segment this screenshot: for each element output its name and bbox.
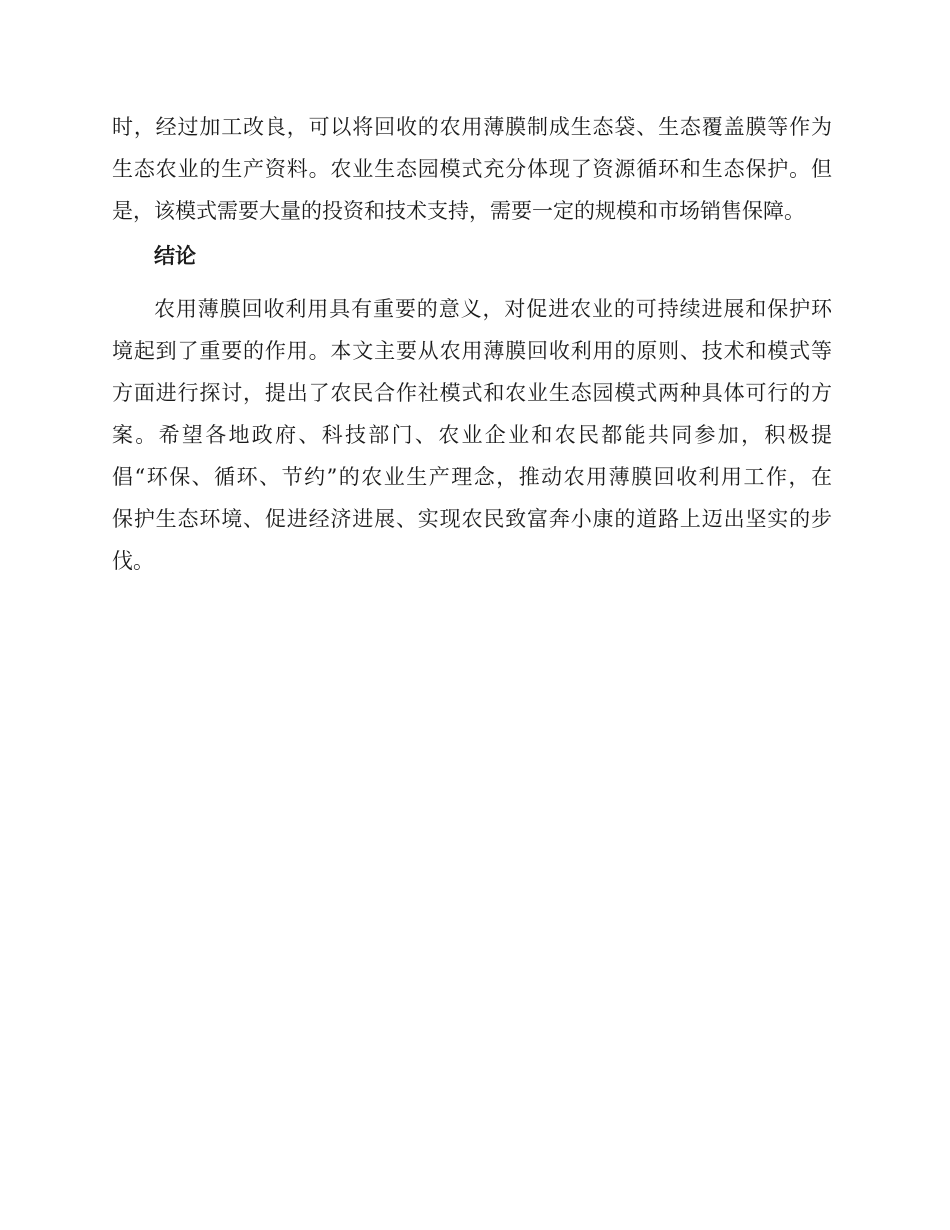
text-line: 生态农业的生产资料。农业生态园模式充分体现了资源循环和生态保护。但 bbox=[112, 157, 832, 181]
paragraph-conclusion bbox=[112, 288, 832, 582]
text-line: 方面进行探讨，提出了农民合作社模式和农业生态园模式两种具体可行的方 bbox=[112, 381, 832, 405]
text-line: 是，该模式需要大量的投资和技术支持，需要一定的规模和市场销售保障。 bbox=[112, 199, 805, 223]
text-line: 案。希望各地政府、科技部门、农业企业和农民都能共同参加，积极提 bbox=[112, 423, 832, 447]
section-heading-conclusion: 结论 bbox=[154, 244, 196, 268]
text-line: 伐。 bbox=[112, 549, 154, 573]
text-line: 倡“环保、循环、节约”的农业生产理念，推动农用薄膜回收利用工作，在 bbox=[112, 465, 832, 489]
document-body bbox=[112, 106, 832, 582]
text-line: 境起到了重要的作用。本文主要从农用薄膜回收利用的原则、技术和模式等 bbox=[112, 339, 832, 363]
text-line: 保护生态环境、促进经济进展、实现农民致富奔小康的道路上迈出坚实的步 bbox=[112, 507, 832, 531]
paragraph-continuation bbox=[112, 106, 832, 232]
text-line: 农用薄膜回收利用具有重要的意义，对促进农业的可持续进展和保护环 bbox=[154, 297, 832, 321]
text-line: 时，经过加工改良，可以将回收的农用薄膜制成生态袋、生态覆盖膜等作为 bbox=[112, 115, 832, 139]
